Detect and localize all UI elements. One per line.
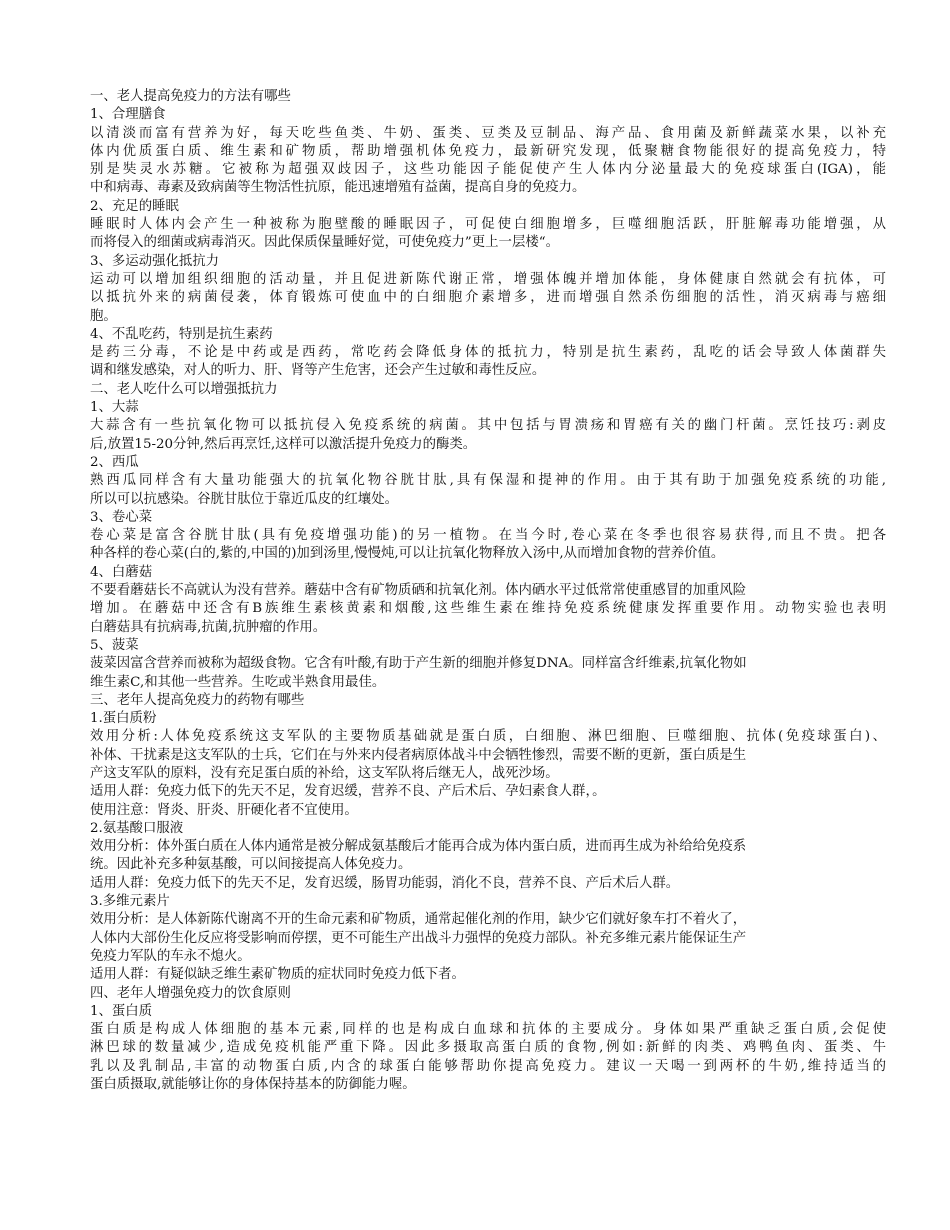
text-line: 运动可以增加组织细胞的活动量，并且促进新陈代谢正常，增强体魄并增加体能，身体健康自然就会有抗体，可 [90, 271, 886, 287]
text-line: 别是奘灵水苏糖。它被称为超强双歧因子，这些功能因子能促使产生人体内分泌量最大的免疫球蛋白(IGA)，能 [90, 162, 886, 178]
text-line: 人体内大部份生化反应将受影响而停摆，更不可能生产出战斗力强悍的免疫力部队。补充多维元素片能保证生产 [90, 930, 747, 946]
text-line: 熟西瓜同样含有大量功能强大的抗氧化物谷胱甘肽,具有保湿和提神的作用。由于其有助于加强免疫系统的功能, [90, 473, 886, 489]
text-line: 乳以及乳制品,丰富的动物蛋白质,内含的球蛋白能够帮助你提高免疫力。建议一天喝一到两杯的牛奶,维持适当的 [90, 1058, 886, 1074]
text-line: 4、不乱吃药，特别是抗生素药 [90, 326, 273, 342]
text-line: 体内优质蛋白质、维生素和矿物质，帮助增强机体免疫力，最新研究发现，低聚糖食物能很好的提高免疫力，特 [90, 143, 886, 159]
text-line: 免疫力军队的车永不熄火。 [90, 948, 251, 964]
text-line: 大蒜含有一些抗氧化物可以抵抗侵入免疫系统的病菌。其中包括与胃溃疡和胃癌有关的幽门杆菌。烹饪技巧:剥皮 [90, 418, 886, 434]
text-line: 2.氨基酸口服液 [90, 820, 184, 836]
text-line: 4、白蘑菇 [90, 564, 153, 580]
text-line: 调和继发感染，对人的听力、肝、肾等产生危害，还会产生过敏和毒性反应。 [90, 363, 546, 379]
text-line: 蛋白质摄取,就能够让你的身体保持基本的防御能力喔。 [90, 1077, 416, 1093]
text-line: 四、老年人增强免疫力的饮食原则 [90, 985, 291, 1001]
text-line: 后,放置15-20分钟,然后再烹饪,这样可以激活提升免疫力的酶类。 [90, 436, 477, 452]
text-line: 1、大蒜 [90, 400, 139, 416]
text-line: 淋巴球的数量减少,造成免疫机能严重下降。因此多摄取高蛋白质的食物,例如:新鲜的肉类、鸡鸭鱼肉、蛋类、牛 [90, 1040, 886, 1056]
text-line: 适用人群：有疑似缺乏维生素矿物质的症状同时免疫力低下者。 [90, 967, 465, 983]
text-line: 5、菠菜 [90, 637, 139, 653]
text-line: 白蘑菇具有抗病毒,抗菌,抗肿瘤的作用。 [90, 619, 327, 635]
text-line: 统。因此补充多种氨基酸，可以间接提高人体免疫力。 [90, 857, 412, 873]
text-line: 不要看蘑菇长不高就认为没有营养。蘑菇中含有矿物质硒和抗氧化剂。体内硒水平过低常常使重感冒的加重风险 [90, 583, 747, 599]
text-line: 蛋白质是构成人体细胞的基本元素,同样的也是构成白血球和抗体的主要成分。身体如果严重缺乏蛋白质,会促使 [90, 1022, 886, 1038]
text-line: 维生素C,和其他一些营养。生吃或半熟食用最佳。 [90, 674, 386, 690]
text-line: 种各样的卷心菜(白的,紫的,中国的)加到汤里,慢慢炖,可以让抗氧化物释放入汤中,从而增加食物的营养价值。 [90, 546, 725, 562]
text-line: 3.多维元素片 [90, 894, 170, 910]
text-line: 3、卷心菜 [90, 509, 153, 525]
text-line: 1、蛋白质 [90, 1003, 153, 1019]
text-line: 菠菜因富含营养而被称为超级食物。它含有叶酸,有助于产生新的细胞并修复DNA。同样富含纤维素,抗氧化物如 [90, 656, 747, 672]
text-line: 补体、干扰素是这支军队的士兵，它们在与外来内侵者病原体战斗中会牺牲惨烈，需要不断的更新，蛋白质是生 [90, 747, 747, 763]
text-line: 适用人群：免疫力低下的先天不足，发育迟缓，肠胃功能弱，消化不良，营养不良、产后术后人群。 [90, 875, 680, 891]
text-line: 胞。 [90, 308, 117, 324]
text-line: 适用人群：免疫力低下的先天不足，发育迟缓，营养不良、产后术后、孕妇素食人群，。 [90, 784, 606, 800]
text-line: 而将侵入的细菌或病毒消灭。因此保质保量睡好觉，可使免疫力”更上一层楼“。 [90, 235, 559, 251]
text-line: 以抵抗外来的病菌侵袭，体育锻炼可使血中的白细胞介素增多，进而增强自然杀伤细胞的活性，消灭病毒与癌细 [90, 290, 886, 306]
text-line: 3、多运动强化抵抗力 [90, 253, 220, 269]
text-line: 一、老人提高免疫力的方法有哪些 [90, 89, 291, 104]
text-line: 效用分析:人体免疫系统这支军队的主要物质基础就是蛋白质，白细胞、淋巴细胞、巨噬细胞、抗体(免疫球蛋白)、 [90, 729, 886, 745]
text-line: 以清淡而富有营养为好，每天吃些鱼类、牛奶、蛋类、豆类及豆制品、海产品、食用菌及新鲜蔬菜水果，以补充 [90, 125, 886, 141]
text-line: 1、合理膳食 [90, 107, 166, 123]
text-line: 2、充足的睡眠 [90, 198, 179, 214]
text-line: 2、西瓜 [90, 454, 139, 470]
text-line: 效用分析：是人体新陈代谢离不开的生命元素和矿物质，通常起催化剂的作用，缺少它们就好象车打不着火了， [90, 912, 747, 928]
text-line: 睡眠时人体内会产生一种被称为胞壁酸的睡眠因子，可促使白细胞增多，巨噬细胞活跃，肝脏解毒功能增强，从 [90, 217, 886, 233]
text-line: 是药三分毒，不论是中药或是西药，常吃药会降低身体的抵抗力，特别是抗生素药，乱吃的话会导致人体菌群失 [90, 345, 886, 361]
text-line: 三、老年人提高免疫力的药物有哪些 [90, 692, 305, 708]
text-line: 增加。在蘑菇中还含有B族维生素核黄素和烟酸,这些维生素在维持免疫系统健康发挥重要作用。动物实验也表明 [90, 601, 886, 617]
text-line: 中和病毒、毒素及致病菌等生物活性抗原，能迅速增殖有益菌，提高自身的免疫力。 [90, 180, 586, 196]
text-line: 使用注意：肾炎、肝炎、肝硬化者不宜使用。 [90, 802, 358, 818]
text-line: 1.蛋白质粉 [90, 711, 157, 727]
text-line: 效用分析：体外蛋白质在人体内通常是被分解成氨基酸后才能再合成为体内蛋白质，进而再生成为补给给免疫系 [90, 839, 747, 855]
text-line: 产这支军队的原料，没有充足蛋白质的补给，这支军队将后继无人，战死沙场。 [90, 765, 559, 781]
text-line: 卷心菜是富含谷胱甘肽(具有免疫增强功能)的另一植物。在当今时,卷心菜在冬季也很容易获得,而且不贵。把各 [90, 528, 886, 544]
text-line: 二、老人吃什么可以增强抵抗力 [90, 381, 278, 397]
text-line: 所以可以抗感染。谷胱甘肽位于靠近瓜皮的红壤处。 [90, 491, 398, 507]
